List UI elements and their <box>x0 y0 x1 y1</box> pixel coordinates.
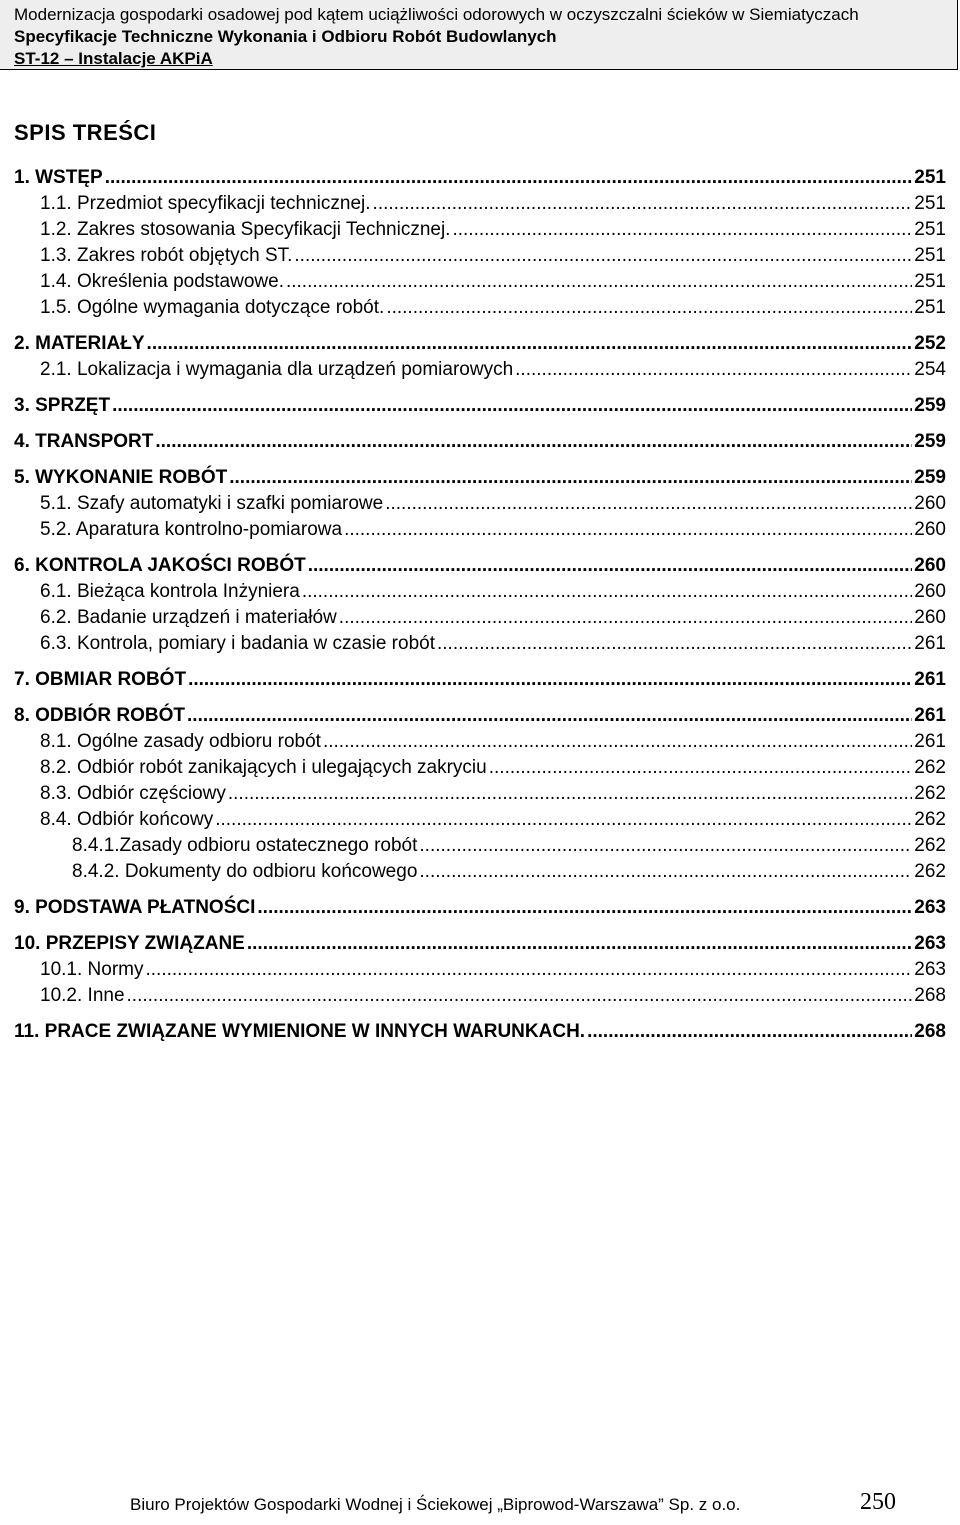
toc-entry[interactable]: 10.2. Inne ..... 268 <box>14 983 946 1009</box>
toc-entry[interactable]: 1. WSTĘP ..... 251 <box>14 165 946 191</box>
toc-entry[interactable]: 8. ODBIÓR ROBÓT ..... 261 <box>14 703 946 729</box>
header-section-title: ST-12 – Instalacje AKPiA <box>14 49 213 68</box>
toc-entry[interactable]: 5.1. Szafy automatyki i szafki pomiarowe ..... 260 <box>14 491 946 517</box>
toc-entry[interactable]: 2.1. Lokalizacja i wymagania dla urządzeń pomiarowych ..... 254 <box>14 357 946 383</box>
toc-entry[interactable]: 6.3. Kontrola, pomiary i badania w czasie robót ..... 261 <box>14 631 946 657</box>
toc-entry[interactable]: 11. PRACE ZWIĄZANE WYMIENIONE W INNYCH WARUNKACH. ..... 268 <box>14 1019 946 1045</box>
toc-entry[interactable]: 10. PRZEPISY ZWIĄZANE ..... 263 <box>14 931 946 957</box>
toc-entry[interactable]: 5. WYKONANIE ROBÓT ..... 259 <box>14 465 946 491</box>
toc-entry[interactable]: 8.3. Odbiór częściowy ..... 262 <box>14 781 946 807</box>
toc-entry[interactable]: 2. MATERIAŁY ..... 252 <box>14 331 946 357</box>
toc-entry[interactable]: 8.4.1.Zasady odbioru ostatecznego robót ..... 262 <box>14 833 946 859</box>
toc-entry[interactable]: 1.1. Przedmiot specyfikacji technicznej. ..... 251 <box>14 191 946 217</box>
toc-entry[interactable]: 9. PODSTAWA PŁATNOŚCI ..... 263 <box>14 895 946 921</box>
toc-entry[interactable]: 5.2. Aparatura kontrolno-pomiarowa ..... 260 <box>14 517 946 543</box>
toc-entry[interactable]: 6.1. Bieżąca kontrola Inżyniera ..... 260 <box>14 579 946 605</box>
toc-entry[interactable]: 4. TRANSPORT ..... 259 <box>14 429 946 455</box>
header-project-title: Modernizacja gospodarki osadowej pod kątem uciążliwości odorowych w oczyszczalni ścieków w Siemiatyczach <box>14 5 859 24</box>
toc-entry[interactable]: 1.3. Zakres robót objętych ST. ..... 251 <box>14 243 946 269</box>
toc-entry[interactable]: 6.2. Badanie urządzeń i materiałów ..... 260 <box>14 605 946 631</box>
header-spec-title: Specyfikacje Techniczne Wykonania i Odbioru Robót Budowlanych <box>14 27 557 46</box>
toc-entry[interactable]: 1.5. Ogólne wymagania dotyczące robót. ..... 251 <box>14 295 946 321</box>
toc-entry[interactable]: 10.1. Normy ..... 263 <box>14 957 946 983</box>
toc-entry[interactable]: 8.1. Ogólne zasady odbioru robót ..... 261 <box>14 729 946 755</box>
toc-entry[interactable]: 7. OBMIAR ROBÓT ..... 261 <box>14 667 946 693</box>
toc-entry[interactable]: 8.4. Odbiór końcowy ..... 262 <box>14 807 946 833</box>
table-of-contents <box>14 165 946 1045</box>
toc-entry[interactable]: 6. KONTROLA JAKOŚCI ROBÓT ..... 260 <box>14 553 946 579</box>
page-footer <box>130 1489 896 1515</box>
toc-entry[interactable]: 3. SPRZĘT ..... 259 <box>14 393 946 419</box>
toc-entry[interactable]: 1.2. Zakres stosowania Specyfikacji Technicznej. ..... 251 <box>14 217 946 243</box>
toc-entry[interactable]: 8.4.2. Dokumenty do odbioru końcowego ..... 262 <box>14 859 946 885</box>
footer-company: Biuro Projektów Gospodarki Wodnej i Ściekowej „Biprowod-Warszawa” Sp. z o.o. <box>130 1495 741 1514</box>
page-number: 250 <box>860 1489 896 1515</box>
page-header <box>0 0 958 70</box>
toc-heading: SPIS TREŚCI <box>14 120 157 145</box>
toc-entry[interactable]: 1.4. Określenia podstawowe. ..... 251 <box>14 269 946 295</box>
toc-entry[interactable]: 8.2. Odbiór robót zanikających i ulegających zakryciu ..... 262 <box>14 755 946 781</box>
